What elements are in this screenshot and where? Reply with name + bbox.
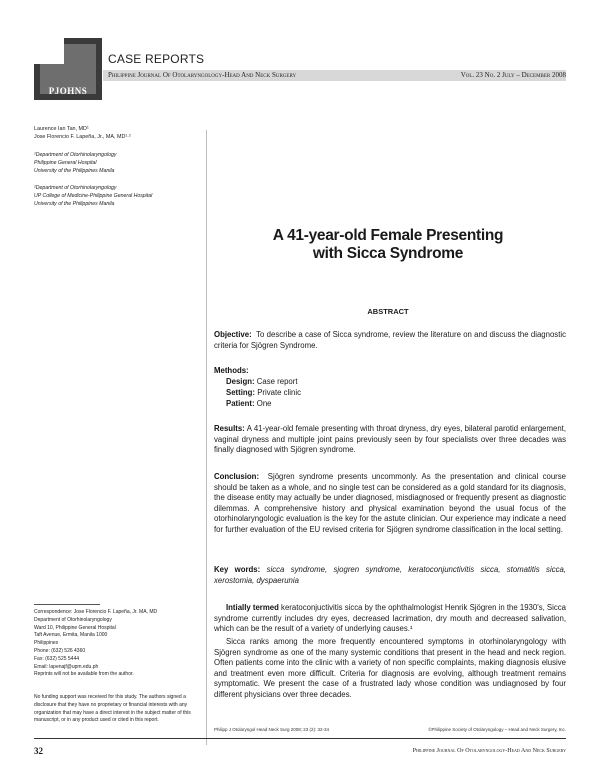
correspondence-line: Phone: (632) 526 4360: [34, 647, 86, 654]
keywords-paragraph: [214, 565, 566, 586]
results-label: Results:: [214, 424, 245, 433]
journal-logo: [34, 38, 102, 100]
methods-label-row: [214, 366, 566, 377]
correspondence-line: Department of Otorhinolaryngology: [34, 616, 112, 623]
author: Laurence Ian Tan, MD¹: [34, 126, 89, 132]
affiliation-2: [34, 185, 152, 208]
disclosure-note: No funding support was received for this study. The authors signed a disclosure that they have no proprietary or financial interests with any organization that may have a direct interest in the subject matter of this manuscript, or in any product used or cited in this report.: [34, 694, 191, 724]
methods-patient: [226, 399, 272, 410]
abstract-heading: ABSTRACT: [367, 307, 409, 316]
body-paragraph-2: Sicca ranks among the more frequently encountered symptoms in otorhinolaryngology with Sjögren syndrome as one of the many systemic conditions that present in the head and neck region. Often patients come into the clinic with a variety of non specific complaints, making diagnosis elusive and treatment even more difficult. Criteria for diagnosis are evolving, although treatment remains symptomatic. We present the case of a frustrated lady whose condition was undiagnosed by four different physicians over three decades.: [214, 637, 566, 699]
correspondence-block: [34, 609, 194, 679]
affiliation-line: UP College of Medicine-Philippine General Hospital: [34, 192, 153, 199]
correspondence-line: Email: lapenajf@upm.edu.ph: [34, 663, 99, 670]
results-text: A 41-year-old female presenting with throat dryness, dry eyes, bilateral parotid enlargement, vaginal dryness and multiple joint pains previously seen by four specialists over three decades was finally diagnosed with Sjögren syndrome.: [214, 424, 566, 454]
intro-paragraph: [214, 603, 566, 635]
correspondence-line: Correspondence: Jose Florencio F. Lapeña, Jr. MA, MD: [34, 609, 158, 615]
title-line: A 41-year-old Female Presenting: [272, 227, 504, 244]
method-label: Design:: [226, 377, 255, 386]
affiliation-line: University of the Philippines Manila: [34, 167, 115, 174]
methods-label: Methods:: [214, 366, 249, 375]
column-divider: [206, 130, 207, 745]
intro-text: keratoconjuctivitis sicca by the ophthalmologist Henrik Sjögren in the 1930's, Sicca syndrome currently includes dry eyes, decreased lacrimation, dry mouth and decreased salivation, which can be the result of a variety of underlying causes.¹: [214, 603, 566, 633]
correspondence-line: Taft Avenue, Ermita, Manila 1000: [34, 632, 108, 639]
page-number: 32: [34, 746, 43, 756]
journal-name: Philippine Journal Of Otolaryngology-Head And Neck Surgery: [108, 71, 297, 79]
conclusion-text: Sjögren syndrome presents uncommonly. As the presentation and clinical course should be taken as a whole, and no single test can be considered as a gold standard for its diagnosis, the disease entity may actually be under diagnosed, misdiagnosed or frequently present as diagnostic dilemmas. A comprehensive history and physical examination beyond the usual focus of the otorhinolaryngologic evaluation is the key for the astute clinician. Our experience may indicate a need for further evaluation of the EU revised criteria for Sjögren syndrome classification in the local setting.: [214, 472, 566, 534]
method-label: Setting:: [226, 388, 256, 397]
footer-rule: [34, 738, 566, 739]
correspondence-line: Fax: (632) 525 5444: [34, 655, 80, 662]
affiliation-line: ¹Department of Otorhinolaryngology: [34, 152, 117, 158]
keywords-label: Key words:: [214, 565, 261, 574]
correspondence-line: Ward 10, Philippine General Hospital: [34, 624, 116, 631]
logo-text: PJOHNS: [48, 86, 88, 96]
article-title: [206, 227, 570, 263]
keywords-text: sicca syndrome, sjogren syndrome, keratoconjunctivitis sicca, stomatitis sicca, xerostomia, dyspaerunia: [214, 565, 566, 585]
methods-setting: [226, 388, 301, 399]
title-line: with Sicca Syndrome: [312, 245, 464, 262]
methods-design: [226, 377, 298, 388]
conclusion-label: Conclusion:: [214, 472, 260, 481]
author: Jose Florencio F. Lapeña, Jr., MA, MD¹·²: [34, 134, 131, 140]
objective-paragraph: [214, 330, 566, 351]
citation: Philipp J Otolaryngol Head Neck Surg 2008; 23 (2): 32-34: [214, 727, 330, 732]
method-label: Patient:: [226, 399, 255, 408]
correspondence-line: Reprints will not be available from the author.: [34, 671, 134, 678]
affiliation-1: [34, 152, 116, 175]
author-list: [34, 125, 131, 141]
intro-lead: Intially termed: [226, 603, 279, 612]
affiliation-line: ²Department of Otorhinolaryngology: [34, 185, 117, 191]
correspondence-line: Philippines: [34, 640, 59, 647]
section-label: CASE REPORTS: [108, 52, 205, 66]
affiliation-line: University of the Philippines Manila: [34, 200, 115, 207]
correspondence-rule: [34, 604, 100, 605]
method-value: One: [256, 399, 272, 408]
method-value: Private clinic: [257, 388, 301, 397]
volume-info: Vol. 23 No. 2 July – December 2008: [460, 71, 566, 79]
method-value: Case report: [256, 377, 298, 386]
conclusion-paragraph: [214, 472, 566, 535]
objective-text: To describe a case of Sicca syndrome, review the literature on and discuss the diagnostic criteria for Sjögren Syndrome.: [214, 330, 566, 350]
footer-journal-name: Philippine Journal Of Otolaryngology-Head And Neck Surgery: [412, 748, 566, 754]
affiliation-line: Philippine General Hospital: [34, 159, 97, 166]
copyright: ©Philippine Society of Otolaryngology – Head and Neck Surgery, Inc.: [428, 727, 566, 732]
objective-label: Objective:: [214, 330, 252, 339]
results-paragraph: [214, 424, 566, 456]
